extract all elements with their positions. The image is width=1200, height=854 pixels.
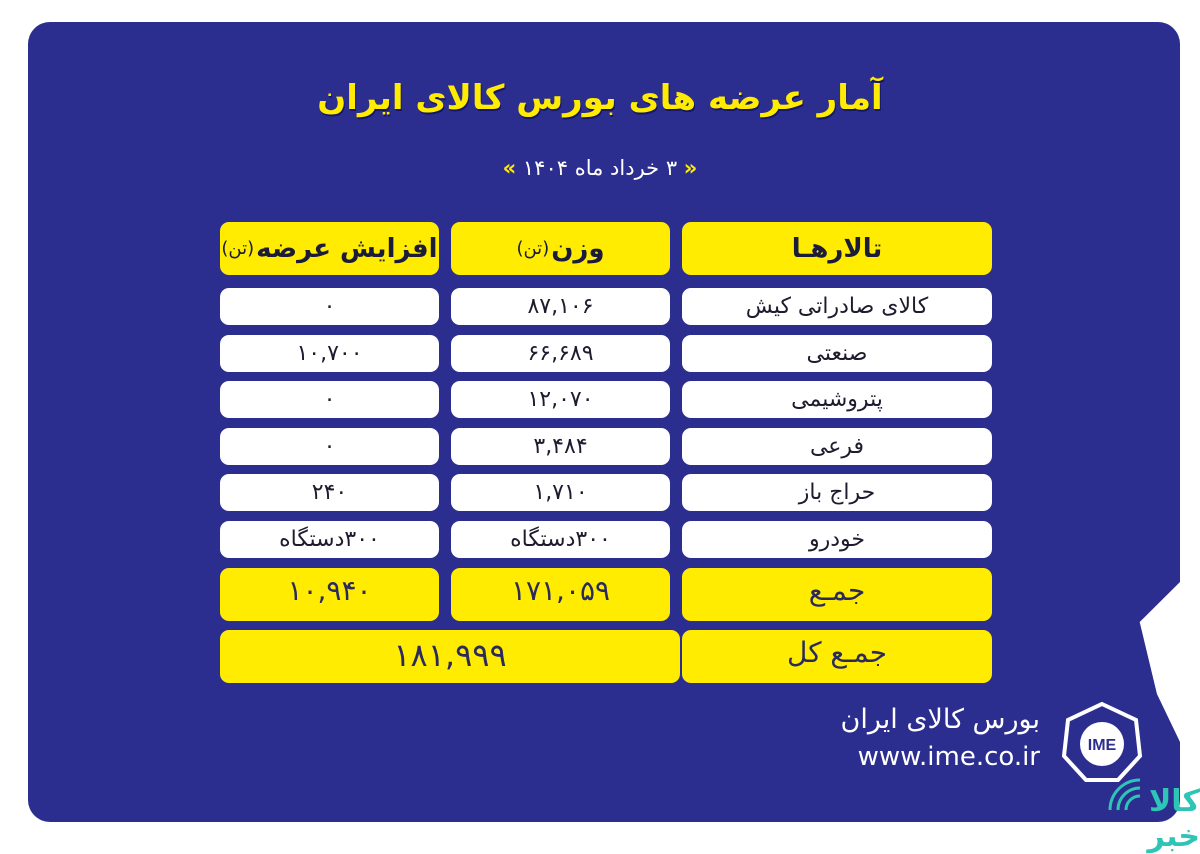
sum-weight: ۱۷۱,۰۵۹ — [451, 568, 670, 621]
bracket-right-icon: « — [683, 156, 698, 180]
footer-name: بورس کالای ایران — [840, 704, 1040, 735]
header-weight-unit: (تن) — [516, 238, 550, 259]
corner-brand-text: کالا خبر — [1147, 784, 1200, 854]
header-halls — [682, 222, 992, 275]
sum-increase: ۱۰,۹۴۰ — [220, 568, 439, 621]
row-increase: ۲۴۰ — [220, 474, 439, 511]
total-label: جمـع کل — [682, 630, 992, 683]
footer-url: www.ime.co.ir — [857, 742, 1040, 772]
row-hall: کالای صادراتی کیش — [682, 288, 992, 325]
date-label — [0, 156, 1200, 180]
row-hall: خودرو — [682, 521, 992, 558]
row-weight: ۶۶,۶۸۹ — [451, 335, 670, 372]
header-weight — [451, 222, 670, 275]
row-increase: ۳۰۰دستگاه — [220, 521, 439, 558]
row-increase: ۰ — [220, 288, 439, 325]
total-value: ۱۸۱,۹۹۹ — [220, 630, 680, 683]
row-hall: حراج باز — [682, 474, 992, 511]
header-increase — [220, 222, 439, 275]
row-increase: ۱۰,۷۰۰ — [220, 335, 439, 372]
page-title: آمار عرضه های بورس کالای ایران — [317, 78, 883, 118]
header-increase-unit: (تن) — [221, 238, 255, 259]
background-panel — [28, 22, 1180, 822]
ime-logo-text: IME — [1087, 737, 1117, 754]
row-hall: صنعتی — [682, 335, 992, 372]
date-text: ۳ خرداد ماه ۱۴۰۴ — [522, 156, 678, 180]
row-hall: فرعی — [682, 428, 992, 465]
row-weight: ۸۷,۱۰۶ — [451, 288, 670, 325]
row-increase: ۰ — [220, 428, 439, 465]
sum-label: جمـع — [682, 568, 992, 621]
header-weight-label: وزن — [551, 233, 605, 264]
row-hall: پتروشیمی — [682, 381, 992, 418]
header-halls-label: تالارهـا — [791, 233, 883, 264]
header-increase-label: افزایش عرضه — [256, 233, 438, 264]
row-weight: ۱,۷۱۰ — [451, 474, 670, 511]
row-weight: ۳,۴۸۴ — [451, 428, 670, 465]
bracket-left-icon: » — [502, 156, 517, 180]
row-increase: ۰ — [220, 381, 439, 418]
row-weight: ۳۰۰دستگاه — [451, 521, 670, 558]
row-weight: ۱۲,۰۷۰ — [451, 381, 670, 418]
